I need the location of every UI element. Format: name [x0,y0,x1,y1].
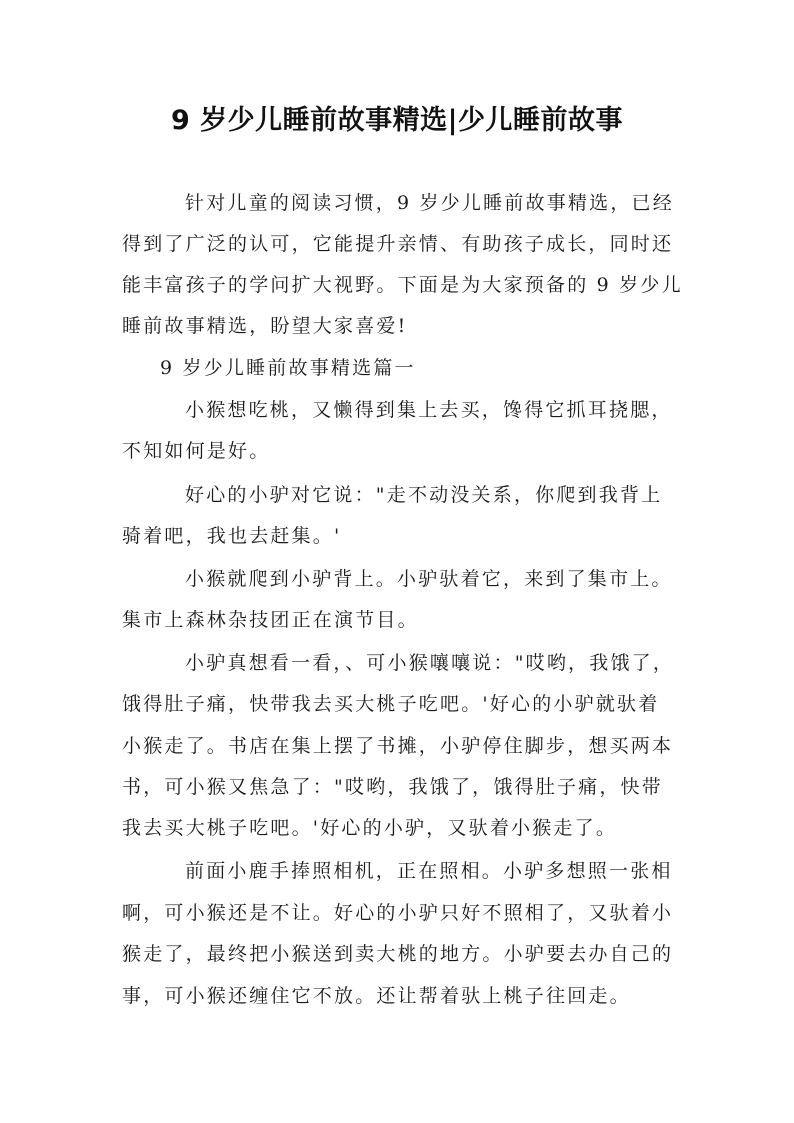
paragraph-line: 猴走了，最终把小猴送到卖大桃的地方。小驴要去办自己的 [122,943,674,965]
paragraph-line: 骑着吧，我也去赶集。' [122,525,342,547]
paragraph-line: 我去买大桃子吃吧。'好心的小驴，又驮着小猴走了。 [122,817,618,839]
paragraph-line: 小猴想吃桃，又懒得到集上去买，馋得它抓耳挠腮， [185,399,673,421]
paragraph-line: 睡前故事精选，盼望大家喜爱! [122,315,408,337]
paragraph-line: 饿得肚子痛，快带我去买大桃子吃吧。'好心的小驴就驮着 [122,693,660,715]
paragraph-line: 好心的小驴对它说："走不动没关系，你爬到我背上 [185,484,663,506]
paragraph-line: 得到了广泛的认可，它能提升亲情、有助孩子成长，同时还 [122,233,674,255]
paragraph-line: 小猴走了。书店在集上摆了书摊，小驴停住脚步，想买两本 [122,735,674,757]
paragraph-line: 书，可小猴又焦急了："哎哟，我饿了，饿得肚子痛，快带 [122,776,663,798]
section-heading: 9 岁少儿睡前故事精选篇一 [160,357,416,379]
paragraph-line: 能丰富孩子的学问扩大视野。下面是为大家预备的 9 岁少儿 [122,274,683,296]
paragraph-line: 小猴就爬到小驴背上。小驴驮着它，来到了集市上。 [185,568,673,590]
paragraph-line: 针对儿童的阅读习惯，9 岁少儿睡前故事精选，已经 [185,192,674,214]
paragraph-line: 前面小鹿手捧照相机，正在照相。小驴多想照一张相 [185,860,673,882]
paragraph-line: 事，可小猴还缠住它不放。还让帮着驮上桃子往回走。 [122,985,631,1007]
paragraph-line: 集市上森林杂技团正在演节目。 [122,609,419,631]
document-title: 9 岁少儿睡前故事精选|少儿睡前故事 [170,105,624,136]
paragraph-line: 啊，可小猴还是不让。好心的小驴只好不照相了，又驮着小 [122,902,674,924]
paragraph-line: 小驴真想看一看，、可小猴嚷嚷说："哎哟，我饿了， [185,652,675,674]
paragraph-line: 不知如何是好。 [122,440,271,462]
